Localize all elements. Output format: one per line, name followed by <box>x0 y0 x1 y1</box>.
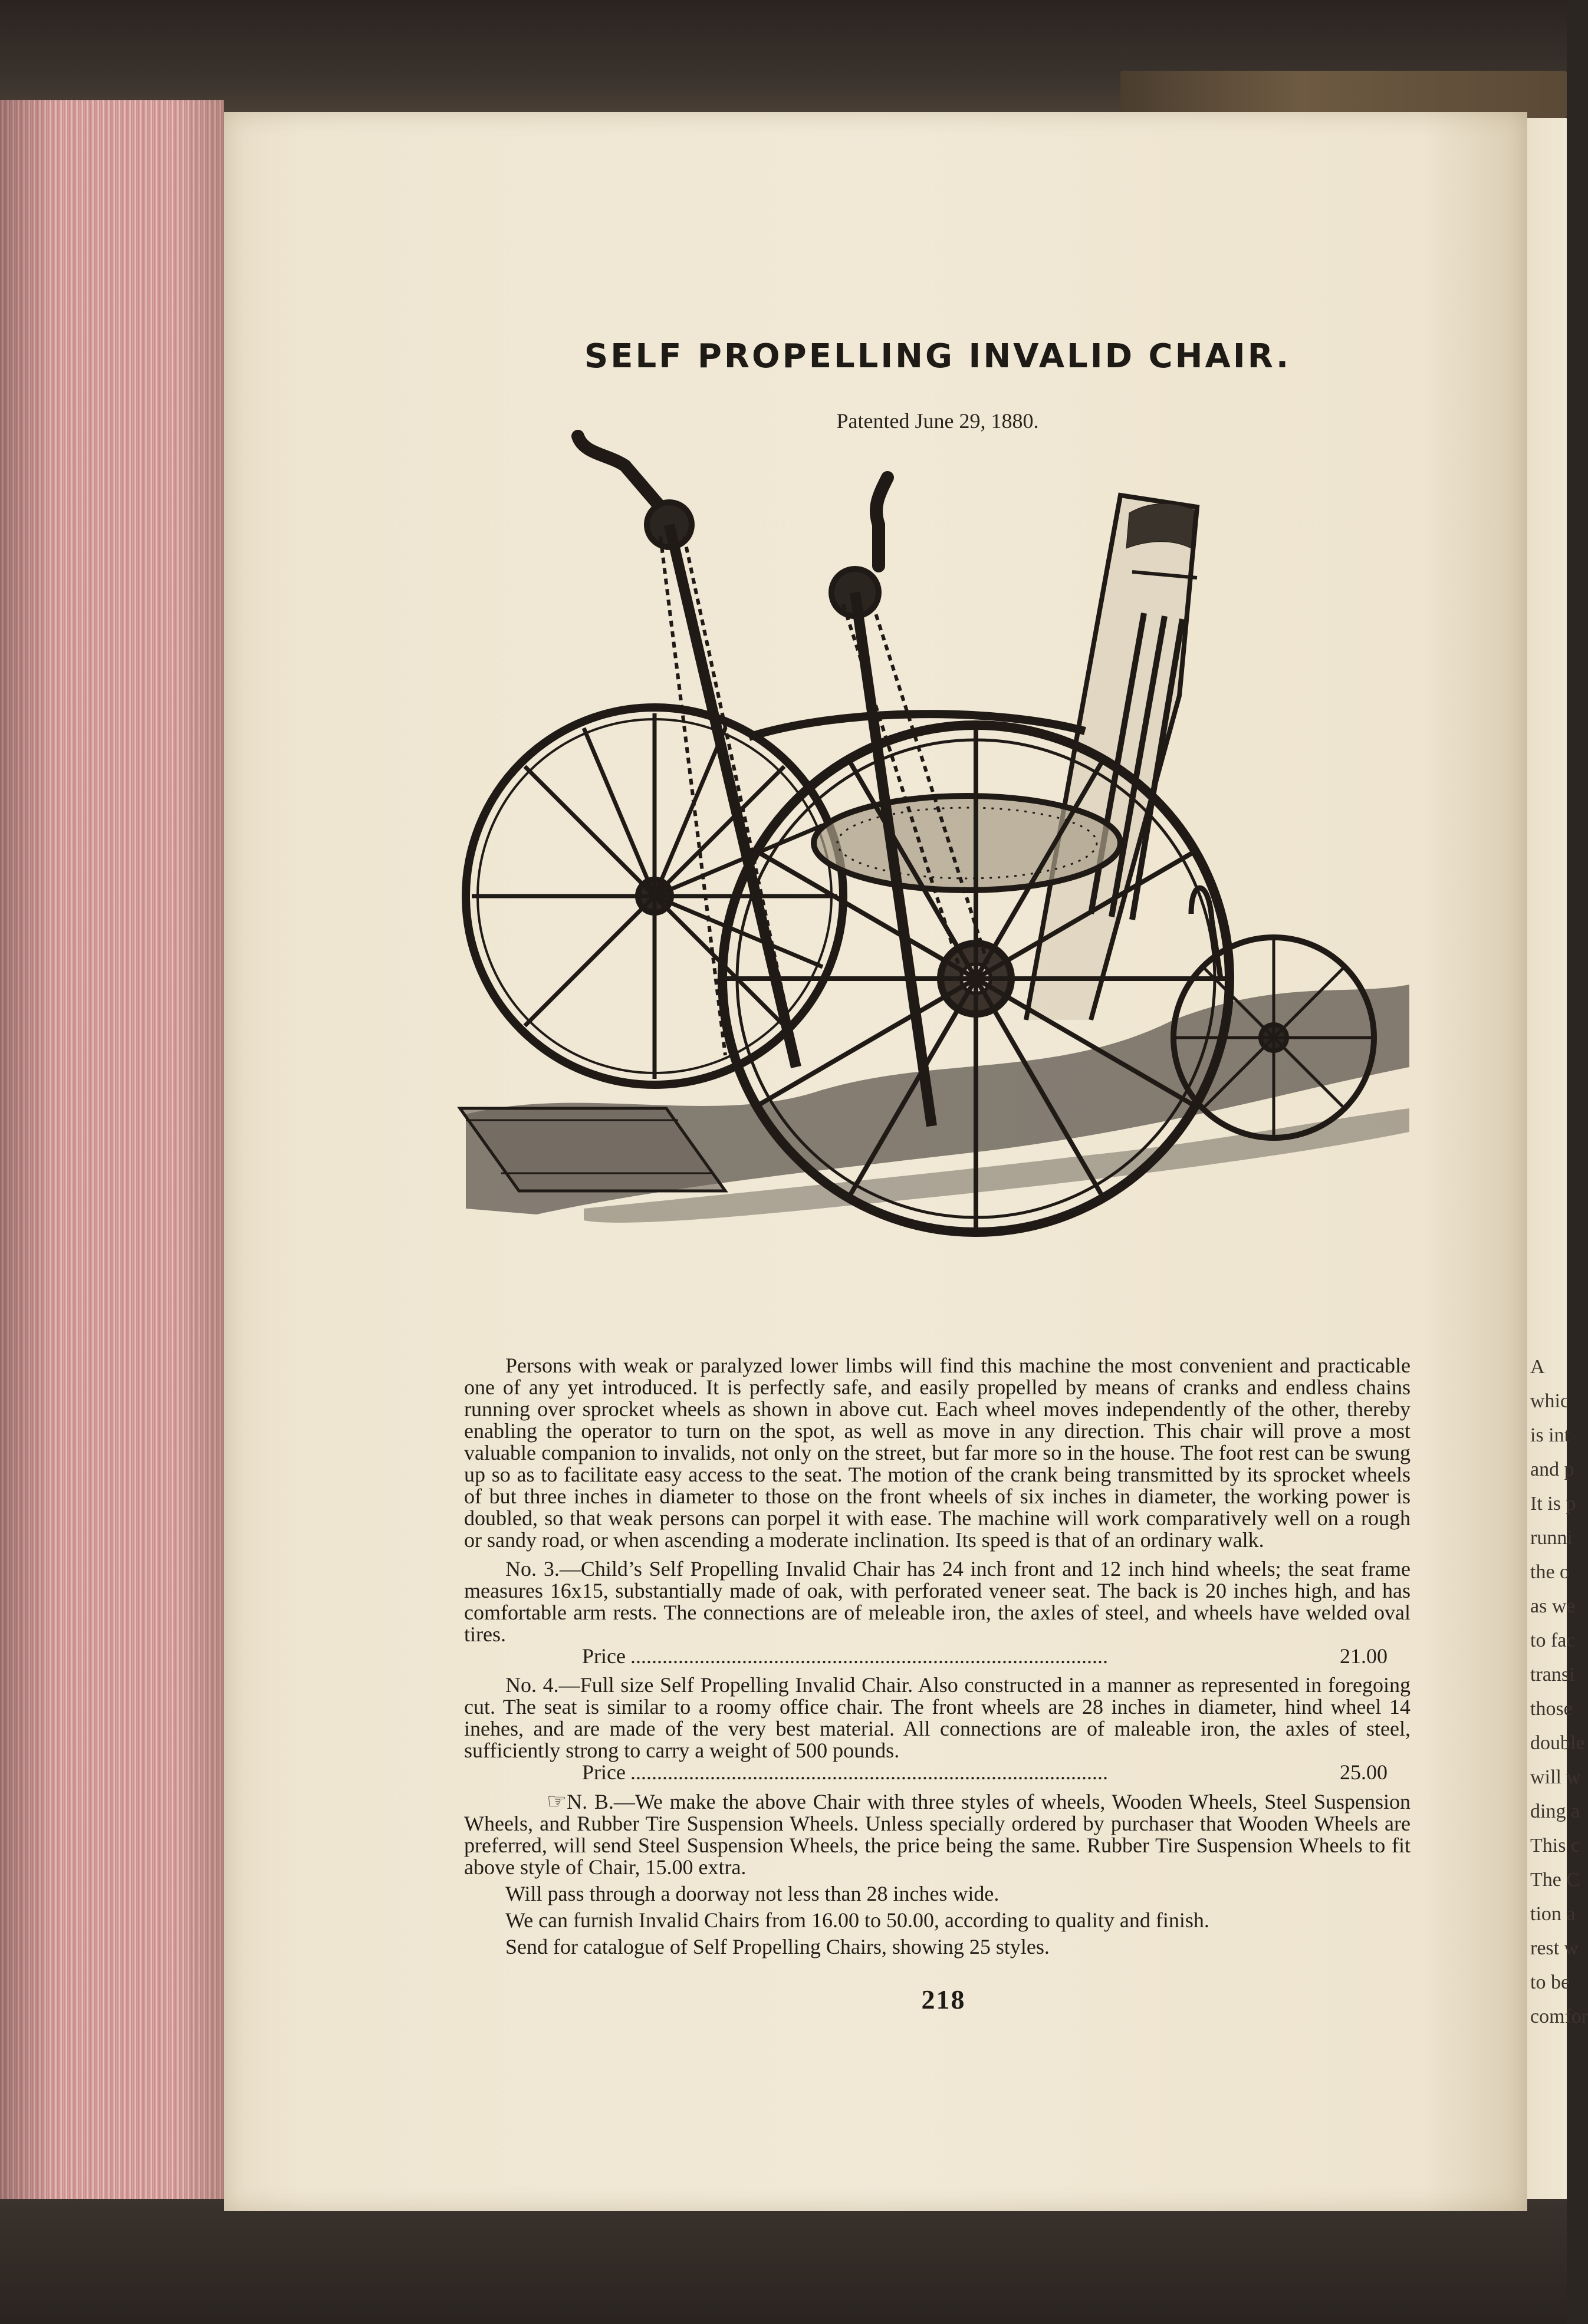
no3-price-dots: .......................................................................................... <box>630 1644 1108 1668</box>
intro-paragraph: Persons with weak or paralyzed lower limbs will find this machine the most convenient and practicable one of any yet introduced. It is perfectly safe, and easily propelled by means of cranks and endless chains running over sprocket wheels as shown in above cut. Each wheel moves independently of the other, thereby enabling the operator to turn on the spot, as well as move in any direction. This chair will prove a most valuable companion to invalids, not only on the street, but far more so in the house. The foot rest can be swung up so as to facilitate easy access to the seat. The motion of the crank being transmitted by its sprocket wheels of but three inches in diameter to those on the front wheels of six inches in diameter, the working power is doubled, so that weak persons can porpel it with ease. The machine will work comparatively well on a rough or sandy road, or when ascending a moderate inclination. Its speed is that of an ordinary walk. <box>464 1354 1411 1552</box>
book-cover-bottom <box>0 2199 1567 2324</box>
front-right-wheel <box>722 725 1229 1232</box>
no4-price-dots: .......................................................................................... <box>630 1760 1108 1784</box>
crank-levers <box>578 436 991 1126</box>
no3-price-value: 21.00 <box>1340 1644 1388 1668</box>
no4-price-value: 25.00 <box>1340 1760 1388 1784</box>
book-cover-band <box>1120 71 1567 118</box>
page-edges-shade <box>0 100 224 2199</box>
nb-text: N. B.—We make the above Chair with three styles of wheels, Wooden Wheels, Steel Suspension Wheels, and Rubber Tire Suspension Wheels. Unless specially ordered by purchaser that Wooden Wheels are preferred, will send Steel Suspension Wheels, the price being the same. Rubber Tire Suspension Wheels to fit above style of Chair, 15.00 extra. <box>464 1790 1411 1879</box>
facing-page-text-lines: A whic is int and p It is p runni the o as we to fac transi those double will w ding a This c The C tion a rest w to be comfor <box>1530 1356 1588 2027</box>
no4-price-label: Price <box>582 1760 626 1784</box>
chair-back <box>1026 495 1197 1020</box>
facing-page-text <box>1530 1350 1588 2034</box>
page-number: 218 <box>921 1984 966 2014</box>
doorway-line: Will pass through a doorway not less than 28 inches wide. <box>505 1882 1000 1905</box>
furnish-line: We can furnish Invalid Chairs from 16.00 to 50.00, according to quality and finish. <box>505 1908 1209 1932</box>
no3-price-line <box>464 1645 1411 1667</box>
description-text <box>464 1355 1411 1958</box>
wheelchair-engraving <box>466 430 1409 1350</box>
no3-paragraph: No. 3.—Child’s Self Propelling Invalid Chair has 24 inch front and 12 inch hind wheels; the seat frame measures 16x15, substantially made of oak, with perforated veneer seat. The back is 20 inches high, and has comfortable arm rests. The connections are of meleable iron, the axles of steel, and wheels have welded oval tires. <box>464 1557 1411 1646</box>
pointing-hand-icon: ☞ <box>547 1788 567 1814</box>
page-title: SELF PROPELLING INVALID CHAIR. <box>584 337 1291 376</box>
nb-paragraph <box>464 1790 1411 1878</box>
no4-paragraph: No. 4.—Full size Self Propelling Invalid Chair. Also constructed in a manner as represented in foregoing cut. The seat is similar to a roomy office chair. The front wheels are 28 inches in diameter, hind wheel 14 inehes, and are made of the very best material. All connections are of maleable iron, the axles of steel, sufficiently strong to carry a weight of 500 pounds. <box>464 1673 1411 1762</box>
no3-price-label: Price <box>582 1644 626 1668</box>
catalogue-line: Send for catalogue of Self Propelling Chairs, showing 25 styles. <box>505 1935 1050 1958</box>
no4-price-line <box>464 1762 1411 1783</box>
patent-line: Patented June 29, 1880. <box>836 409 1039 433</box>
